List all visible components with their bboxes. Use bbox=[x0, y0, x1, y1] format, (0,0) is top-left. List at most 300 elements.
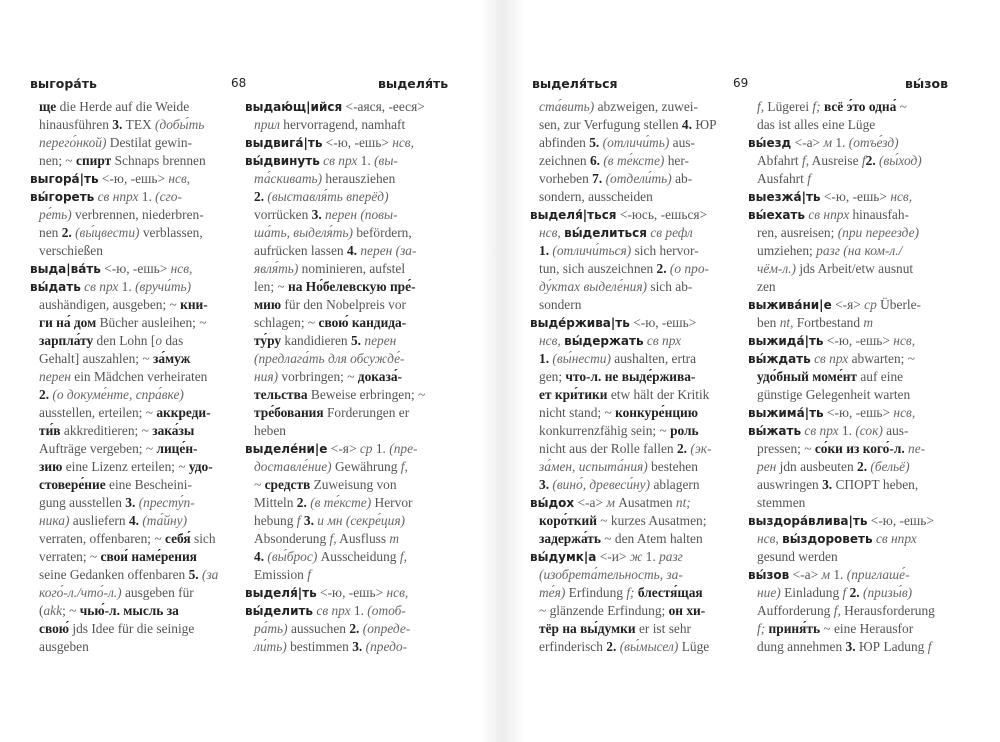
headword: выздора́влива|ть bbox=[748, 514, 868, 528]
translation-text: <-а> bbox=[791, 135, 824, 150]
translation-text: <-и> bbox=[596, 549, 630, 564]
grammar-note: св прх bbox=[84, 279, 119, 294]
entry-line-headword bbox=[748, 422, 960, 440]
phrase: ти́в bbox=[39, 423, 61, 438]
grammar-note: (отоб- bbox=[367, 603, 406, 618]
translation-text: 1. bbox=[838, 423, 856, 438]
entry-line bbox=[30, 620, 242, 638]
translation-text: gung ausstellen bbox=[39, 495, 126, 510]
translation-text: verblassen, bbox=[139, 225, 203, 240]
translation-text: СПОРТ heben, bbox=[832, 477, 919, 492]
translation-text: pressen; ~ bbox=[757, 441, 815, 456]
translation-text: <-ю, -ешь> bbox=[629, 315, 697, 330]
grammar-note: (вы́ход) bbox=[879, 153, 922, 168]
running-head-right: выделя́ть bbox=[378, 76, 449, 91]
phrase: 2. bbox=[676, 441, 688, 456]
grammar-note: (вы- bbox=[374, 153, 398, 168]
translation-text: konkurrenzfähig sein; ~ bbox=[539, 423, 671, 438]
entry-line bbox=[245, 332, 457, 350]
grammar-note: нсв, bbox=[539, 333, 561, 348]
entry-line bbox=[530, 512, 742, 530]
grammar-note: f bbox=[927, 639, 932, 654]
grammar-note: прил bbox=[254, 117, 280, 132]
translation-text: Ausatmen bbox=[614, 495, 676, 510]
entry-line-headword bbox=[30, 260, 242, 278]
grammar-note: нсв, bbox=[893, 405, 916, 420]
entry-line bbox=[30, 206, 242, 224]
grammar-note: (отличи́ться) bbox=[552, 243, 632, 258]
translation-text: den Lohn [ bbox=[93, 333, 156, 348]
translation-text: schlagen; ~ bbox=[254, 315, 319, 330]
translation-text: Gewährung bbox=[331, 459, 401, 474]
grammar-note: (опреде- bbox=[362, 621, 411, 636]
entry-line bbox=[530, 98, 742, 116]
translation-text: abfinden bbox=[539, 135, 590, 150]
translation-text: bestehen bbox=[647, 459, 698, 474]
entry-line bbox=[245, 296, 457, 314]
headword: выжида́|ть bbox=[748, 334, 824, 348]
grammar-note: f, bbox=[399, 549, 407, 564]
grammar-note: св нпрх bbox=[808, 207, 850, 222]
translation-text: nen bbox=[39, 225, 62, 240]
grammar-note: (та́йну) bbox=[142, 513, 188, 528]
entry-line bbox=[530, 422, 742, 440]
grammar-note: f, bbox=[400, 459, 408, 474]
grammar-note: (выставля́ть вперёд) bbox=[267, 189, 389, 204]
phrase: 3. bbox=[822, 477, 833, 492]
translation-text: Hervor bbox=[371, 495, 413, 510]
grammar-note: (о про- bbox=[669, 261, 709, 276]
headword: вы́держать bbox=[564, 334, 644, 348]
phrase: 4. bbox=[681, 117, 692, 132]
phrase: доказа́- bbox=[357, 369, 403, 384]
phrase: 5. bbox=[589, 135, 600, 150]
entry-line bbox=[530, 458, 742, 476]
phrase: 2. bbox=[865, 153, 876, 168]
grammar-note: o bbox=[155, 333, 163, 348]
entry-line bbox=[748, 494, 960, 512]
grammar-note: св нпрх bbox=[97, 189, 139, 204]
entry-line bbox=[530, 476, 742, 494]
phrase: 4. bbox=[346, 243, 357, 258]
dictionary-column bbox=[30, 98, 242, 656]
translation-text: ; ~ bbox=[62, 603, 80, 618]
grammar-note: nt; bbox=[675, 495, 691, 510]
grammar-note: разг bbox=[659, 549, 683, 564]
translation-text: Forderungen er bbox=[323, 405, 410, 420]
grammar-note: f, bbox=[833, 603, 841, 618]
phrase: 1. bbox=[539, 243, 550, 258]
entry-line-headword bbox=[245, 152, 457, 170]
grammar-note: f bbox=[296, 513, 301, 528]
entry-line-headword bbox=[530, 314, 742, 332]
translation-text: vorheben bbox=[539, 171, 593, 186]
translation-text: 1. bbox=[830, 567, 847, 582]
translation-text: verschießen bbox=[39, 243, 103, 258]
grammar-note: (предлага́ть для обсужде́- bbox=[254, 351, 405, 366]
phrase: 2. bbox=[61, 225, 72, 240]
translation-text: Herausforderung bbox=[840, 603, 935, 618]
entry-line bbox=[748, 170, 960, 188]
translation-text: vorbringen; ~ bbox=[278, 369, 358, 384]
translation-text: Aufträge vergeben; ~ bbox=[39, 441, 157, 456]
entry-line bbox=[30, 566, 242, 584]
entry-line bbox=[30, 134, 242, 152]
grammar-note: та́скивать) bbox=[254, 171, 323, 186]
entry-line bbox=[530, 386, 742, 404]
translation-text: aus- bbox=[882, 423, 909, 438]
entry-line bbox=[530, 134, 742, 152]
translation-text: <-ю, -ешь> bbox=[820, 189, 891, 204]
running-head-right: вы́зов bbox=[905, 76, 948, 91]
entry-line-headword bbox=[748, 296, 960, 314]
grammar-note: (вручи́ть) bbox=[135, 279, 192, 294]
entry-line bbox=[530, 296, 742, 314]
grammar-note: св прх bbox=[316, 603, 351, 618]
phrase: 3. bbox=[539, 477, 550, 492]
entry-line bbox=[30, 98, 242, 116]
entry-line-headword bbox=[30, 170, 242, 188]
translation-text: 1. bbox=[372, 441, 390, 456]
translation-text: das ist alles eine Lüge bbox=[757, 117, 876, 132]
entry-line bbox=[748, 602, 960, 620]
translation-text: ЮР bbox=[691, 117, 717, 132]
translation-text: bestimmen bbox=[286, 639, 353, 654]
grammar-note: (призы́в) bbox=[863, 585, 913, 600]
entry-line bbox=[748, 638, 960, 656]
grammar-note: m bbox=[389, 531, 400, 546]
entry-line bbox=[30, 350, 242, 368]
translation-text: verraten, offenbaren; ~ bbox=[39, 531, 165, 546]
translation-text: sich hervor- bbox=[631, 243, 699, 258]
entry-line bbox=[748, 386, 960, 404]
translation-text: sich bbox=[190, 531, 216, 546]
entry-line bbox=[245, 314, 457, 332]
entry-line bbox=[748, 476, 960, 494]
translation-text: Ausfahrt bbox=[757, 171, 808, 186]
grammar-note: ника) bbox=[39, 513, 70, 528]
entry-line-headword bbox=[748, 332, 960, 350]
entry-line-headword bbox=[245, 602, 457, 620]
headword: вы́дох bbox=[530, 496, 575, 510]
entry-line-headword bbox=[530, 206, 742, 224]
translation-text: hinausführen bbox=[39, 117, 113, 132]
translation-text: 1. bbox=[832, 135, 849, 150]
headword: выдвига́|ть bbox=[245, 136, 323, 150]
phrase: 3. bbox=[311, 207, 322, 222]
phrase: кни- bbox=[180, 297, 208, 312]
grammar-note: ср bbox=[864, 297, 877, 312]
phrase: стовере́ние bbox=[39, 477, 106, 492]
grammar-note: (отъе́зд) bbox=[848, 135, 899, 150]
phrase: удо́бный моме́нт bbox=[757, 369, 857, 384]
grammar-note: f bbox=[307, 567, 311, 582]
grammar-note: f, bbox=[802, 153, 810, 168]
entry-line bbox=[30, 458, 242, 476]
grammar-note: перен bbox=[364, 333, 397, 348]
entry-line bbox=[245, 188, 457, 206]
translation-text: tun, sich auszeichnen bbox=[539, 261, 657, 276]
entry-line bbox=[748, 368, 960, 386]
grammar-note: разг (на ком-л./ bbox=[816, 243, 903, 258]
entry-line bbox=[530, 188, 742, 206]
phrase: аккреди- bbox=[156, 405, 211, 420]
entry-line bbox=[245, 170, 457, 188]
entry-line-headword bbox=[245, 440, 457, 458]
translation-text: erfinderisch bbox=[539, 639, 607, 654]
grammar-note: и мн (секре́ция) bbox=[317, 513, 406, 528]
entry-line bbox=[245, 404, 457, 422]
phrase: 4. bbox=[254, 549, 265, 564]
translation-text: sen, zur Verfugung stellen bbox=[539, 117, 682, 132]
headword: вы́дать bbox=[30, 280, 81, 294]
translation-text: <-ю, -ешь> bbox=[98, 171, 169, 186]
translation-text: Lüge bbox=[678, 639, 710, 654]
grammar-note: (престу́п- bbox=[138, 495, 195, 510]
headword: вы́езд bbox=[748, 136, 792, 150]
translation-text: <-я> bbox=[327, 441, 360, 456]
headword: вы́ехать bbox=[748, 208, 805, 222]
translation-text: er ist sehr bbox=[635, 621, 692, 636]
translation-text: ~ kurzes Ausatmen; bbox=[596, 513, 707, 528]
entry-line bbox=[530, 278, 742, 296]
entry-line-headword bbox=[245, 134, 457, 152]
grammar-note: (эк- bbox=[690, 441, 712, 456]
entry-line-headword bbox=[748, 566, 960, 584]
translation-text: sich ab- bbox=[647, 279, 693, 294]
grammar-note: м bbox=[823, 135, 832, 150]
phrase: мию bbox=[254, 297, 282, 312]
entry-line bbox=[30, 602, 242, 620]
translation-text: nicht stand; ~ bbox=[539, 405, 616, 420]
entry-line bbox=[245, 548, 457, 566]
phrase: за́муж bbox=[152, 351, 191, 366]
entry-line bbox=[30, 494, 242, 512]
headword: вы́гореть bbox=[30, 190, 95, 204]
entry-line bbox=[748, 440, 960, 458]
entry-line bbox=[748, 620, 960, 638]
translation-text: nominieren, aufstel bbox=[298, 261, 406, 276]
phrase: лице́н- bbox=[156, 441, 198, 456]
entry-line bbox=[530, 584, 742, 602]
translation-text: akkreditieren; ~ bbox=[60, 423, 153, 438]
entry-line bbox=[530, 224, 742, 242]
translation-text: das bbox=[162, 333, 184, 348]
headword: вы́зов bbox=[748, 568, 790, 582]
grammar-note: чём-л.) bbox=[757, 261, 796, 276]
translation-text: ausliefern bbox=[69, 513, 129, 528]
translation-text: gen; bbox=[539, 369, 566, 384]
headword: выжима́|ть bbox=[748, 406, 824, 420]
entry-line bbox=[30, 638, 242, 656]
grammar-note: м bbox=[606, 495, 615, 510]
entry-line bbox=[530, 602, 742, 620]
phrase: ту́ру bbox=[254, 333, 282, 348]
translation-text: sondern bbox=[539, 297, 582, 312]
grammar-note: m bbox=[863, 315, 874, 330]
grammar-note: св рефл bbox=[650, 225, 693, 240]
translation-text: etw hält der Kritik bbox=[607, 387, 710, 402]
entry-line bbox=[30, 530, 242, 548]
grammar-note: (добы́ть bbox=[155, 117, 205, 132]
entry-line bbox=[30, 584, 242, 602]
grammar-note: перего́нкой) bbox=[39, 135, 107, 150]
translation-text: nicht aus der Rolle fallen bbox=[539, 441, 677, 456]
entry-line bbox=[748, 98, 960, 116]
translation-text: heben bbox=[254, 423, 286, 438]
entry-line bbox=[530, 350, 742, 368]
entry-line bbox=[748, 260, 960, 278]
translation-text: Destilat gewin- bbox=[106, 135, 192, 150]
entry-line bbox=[245, 638, 457, 656]
phrase: 2. bbox=[254, 189, 265, 204]
entry-line bbox=[245, 494, 457, 512]
grammar-note: явля́ть) bbox=[254, 261, 299, 276]
grammar-note: ния) bbox=[254, 369, 279, 384]
translation-text: <-ю, -ешь> bbox=[823, 333, 894, 348]
headword: вы́делить bbox=[245, 604, 314, 618]
entry-line bbox=[530, 440, 742, 458]
entry-line bbox=[245, 278, 457, 296]
entry-line bbox=[30, 116, 242, 134]
entry-line bbox=[530, 368, 742, 386]
translation-text: Erfindung bbox=[565, 585, 627, 600]
entry-line-headword bbox=[748, 350, 960, 368]
translation-text: abwarten; ~ bbox=[848, 351, 915, 366]
grammar-note: кого́-л./что́-л.) bbox=[39, 585, 122, 600]
translation-text: ~ den Atem halten bbox=[600, 531, 703, 546]
phrase: 2. bbox=[857, 459, 868, 474]
phrase: ги на́ дом bbox=[39, 315, 97, 330]
entry-line bbox=[530, 620, 742, 638]
grammar-note: ре́ть) bbox=[39, 207, 72, 222]
translation-text: Emission bbox=[254, 567, 308, 582]
translation-text: Schnaps brennen bbox=[111, 153, 206, 168]
grammar-note: (сок) bbox=[855, 423, 883, 438]
entry-line bbox=[30, 422, 242, 440]
headword: выда|ва́ть bbox=[30, 262, 101, 276]
phrase: 1. bbox=[539, 351, 550, 366]
grammar-note: f; bbox=[626, 585, 635, 600]
phrase: 2. bbox=[296, 495, 307, 510]
entry-line bbox=[245, 458, 457, 476]
grammar-note: ра́ть) bbox=[254, 621, 288, 636]
translation-text: <-а> bbox=[574, 495, 607, 510]
phrase: что-л. не выде́ржива- bbox=[565, 369, 696, 384]
grammar-note: (вы́брос) bbox=[267, 549, 318, 564]
entry-line-headword bbox=[748, 134, 960, 152]
translation-text: ~ glänzende Erfindung; bbox=[539, 603, 669, 618]
grammar-note: akk bbox=[43, 603, 63, 618]
phrase: 5. bbox=[188, 567, 199, 582]
grammar-note: (отличи́ть) bbox=[602, 135, 670, 150]
entry-line bbox=[748, 584, 960, 602]
entry-line bbox=[30, 242, 242, 260]
grammar-note: (отдели́ть) bbox=[605, 171, 672, 186]
translation-text: die Herde auf die Weide bbox=[56, 99, 190, 114]
grammar-note: нсв, bbox=[168, 171, 191, 186]
grammar-note: св прх bbox=[804, 423, 839, 438]
entry-line bbox=[530, 332, 742, 350]
grammar-note: перен bbox=[39, 369, 71, 384]
entry-line bbox=[245, 224, 457, 242]
translation-text: <-я> bbox=[831, 297, 865, 312]
translation-text: herausziehen bbox=[322, 171, 396, 186]
entry-line bbox=[530, 116, 742, 134]
translation-text: dung annehmen bbox=[757, 639, 846, 654]
page-number: 68 bbox=[231, 76, 247, 90]
phrase: приня́ть bbox=[768, 621, 821, 636]
translation-text: hebung bbox=[254, 513, 297, 528]
entry-line bbox=[748, 116, 960, 134]
entry-line-headword bbox=[245, 98, 457, 116]
entry-line bbox=[245, 260, 457, 278]
grammar-note: (сго- bbox=[155, 189, 182, 204]
translation-text: Ausscheidung bbox=[317, 549, 400, 564]
phrase: спирт bbox=[76, 153, 112, 168]
phrase: ще bbox=[39, 99, 57, 114]
translation-text: kandidieren bbox=[281, 333, 351, 348]
entry-line bbox=[245, 530, 457, 548]
phrase: 4. bbox=[128, 513, 139, 528]
entry-line bbox=[245, 242, 457, 260]
translation-text: vorrücken bbox=[254, 207, 312, 222]
entry-line bbox=[530, 566, 742, 584]
translation-text: jdn ausbeuten bbox=[776, 459, 857, 474]
translation-text: 1. bbox=[642, 549, 660, 564]
entry-line bbox=[245, 368, 457, 386]
headword: выгора́|ть bbox=[30, 172, 99, 186]
entry-line bbox=[748, 314, 960, 332]
grammar-note: св нпрх bbox=[875, 531, 917, 546]
phrase: 7. bbox=[592, 171, 603, 186]
grammar-note: перен (за- bbox=[360, 243, 417, 258]
phrase: 3. bbox=[112, 117, 123, 132]
dictionary-column bbox=[748, 98, 960, 656]
grammar-note: нсв, bbox=[386, 585, 409, 600]
entry-line bbox=[245, 350, 457, 368]
translation-text: Überle- bbox=[876, 297, 922, 312]
phrase: свои́ наме́рения bbox=[100, 549, 197, 564]
grammar-note: (в те́ксте) bbox=[603, 153, 665, 168]
entry-line bbox=[245, 620, 457, 638]
entry-line bbox=[530, 638, 742, 656]
grammar-note: доставле́ние) bbox=[254, 459, 332, 474]
grammar-note: ста́вить) bbox=[539, 99, 595, 114]
grammar-note: (в те́ксте) bbox=[310, 495, 372, 510]
translation-text: ren, ausreisen; bbox=[757, 225, 838, 240]
grammar-note: (предо- bbox=[365, 639, 408, 654]
translation-text: Bücher ausleihen; ~ bbox=[96, 315, 207, 330]
entry-line bbox=[530, 170, 742, 188]
phrase: 2. bbox=[656, 261, 667, 276]
translation-text: 1. bbox=[350, 603, 368, 618]
phrase: 2. bbox=[349, 621, 360, 636]
grammar-note: (вы́мысел) bbox=[619, 639, 679, 654]
phrase: 2. bbox=[39, 387, 50, 402]
grammar-note: (пре- bbox=[389, 441, 418, 456]
entry-line-headword bbox=[30, 278, 242, 296]
translation-text: hinausfah- bbox=[849, 207, 910, 222]
entry-line bbox=[748, 242, 960, 260]
translation-text: aushändigen, ausgeben; ~ bbox=[39, 297, 181, 312]
entry-line bbox=[530, 260, 742, 278]
translation-text: Zuweisung von bbox=[310, 477, 397, 492]
phrase: он хи- bbox=[668, 603, 706, 618]
entry-line-headword bbox=[748, 404, 960, 422]
translation-text: <-ю, -ешь> bbox=[316, 585, 387, 600]
page-number: 69 bbox=[733, 76, 749, 90]
